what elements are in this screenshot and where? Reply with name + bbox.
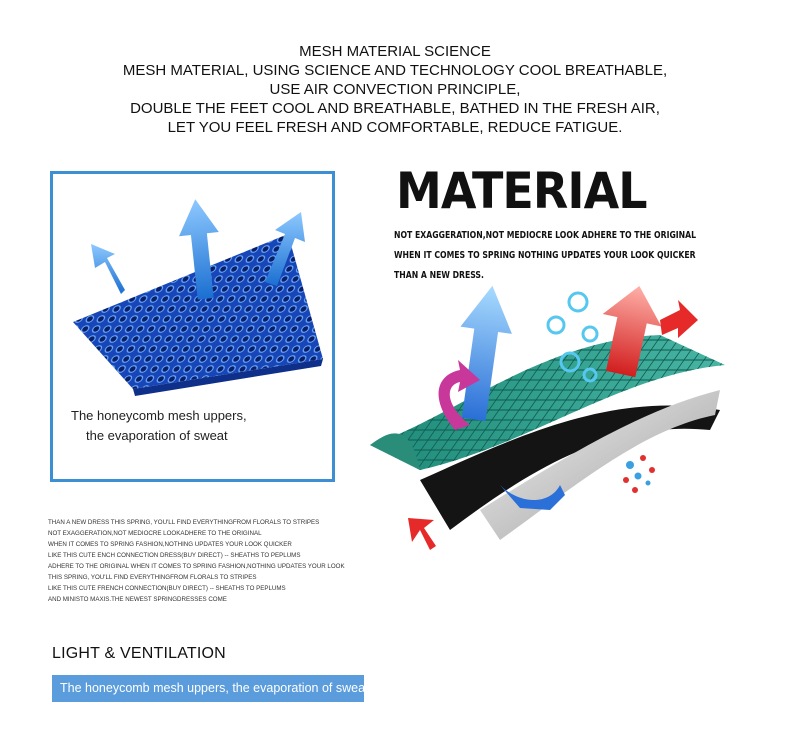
small-text-block bbox=[48, 517, 345, 605]
header-title: MESH MATERIAL SCIENCE bbox=[299, 43, 491, 60]
small-text-line: WHEN IT COMES TO SPRING FASHION,NOTHING UPDATES YOUR LOOK QUICKER bbox=[48, 541, 292, 548]
small-text-line: NOT EXAGGERATION,NOT MEDIOCRE LOOKADHERE TO THE ORIGINAL bbox=[48, 530, 262, 537]
material-line: THAN A NEW DRESS. bbox=[394, 270, 484, 281]
mesh-caption-line: the evaporation of sweat bbox=[86, 428, 228, 443]
material-line: WHEN IT COMES TO SPRING NOTHING UPDATES YOUR LOOK QUICKER bbox=[394, 250, 696, 261]
header-line: USE AIR CONVECTION PRINCIPLE, bbox=[269, 81, 521, 98]
header-line: LET YOU FEEL FRESH AND COMFORTABLE, REDUCE FATIGUE. bbox=[167, 119, 623, 136]
header-line: MESH MATERIAL, USING SCIENCE AND TECHNOLOGY COOL BREATHABLE, bbox=[122, 62, 668, 79]
header-line: DOUBLE THE FEET COOL AND BREATHABLE, BATHED IN THE FRESH AIR, bbox=[130, 100, 660, 117]
small-text-line: AND MINISTO MAXIS.THE NEWEST SPRINGDRESSES COME bbox=[48, 596, 227, 603]
small-text-line: ADHERE TO THE ORIGINAL WHEN IT COMES TO SPRING FASHION,NOTHING UPDATES YOUR LOOK bbox=[48, 563, 345, 570]
material-layers-illustration bbox=[360, 280, 730, 570]
small-text-line: LIKE THIS CUTE ENCH CONNECTION DRESS(BUY DIRECT) -- SHEATHS TO PEPLUMS bbox=[48, 552, 301, 559]
light-ventilation-title: LIGHT & VENTILATION bbox=[52, 645, 226, 662]
small-text-line: THAN A NEW DRESS THIS SPRING, YOU'LL FIND EVERYTHINGFROM FLORALS TO STRIPES bbox=[48, 519, 320, 526]
material-line: NOT EXAGGERATION,NOT MEDIOCRE LOOK ADHERE TO THE ORIGINAL bbox=[394, 230, 697, 241]
mesh-panel bbox=[50, 171, 335, 482]
sweat-particles-icon bbox=[623, 455, 655, 493]
small-text-line: LIKE THIS CUTE FRENCH CONNECTION(BUY DIRECT) -- SHEATHS TO PEPLUMS bbox=[48, 585, 286, 592]
small-text-line: THIS SPRING, YOU'LL FIND EVERYTHINGFROM FLORALS TO STRIPES bbox=[48, 574, 257, 581]
mesh-caption-line: The honeycomb mesh uppers, bbox=[71, 408, 247, 423]
material-title: MATERIAL bbox=[396, 162, 647, 220]
header-text bbox=[0, 42, 790, 137]
mesh-caption bbox=[71, 406, 247, 446]
ventilation-caption-bar: The honeycomb mesh uppers, the evaporation of sweat bbox=[52, 675, 364, 702]
material-description bbox=[394, 226, 697, 286]
